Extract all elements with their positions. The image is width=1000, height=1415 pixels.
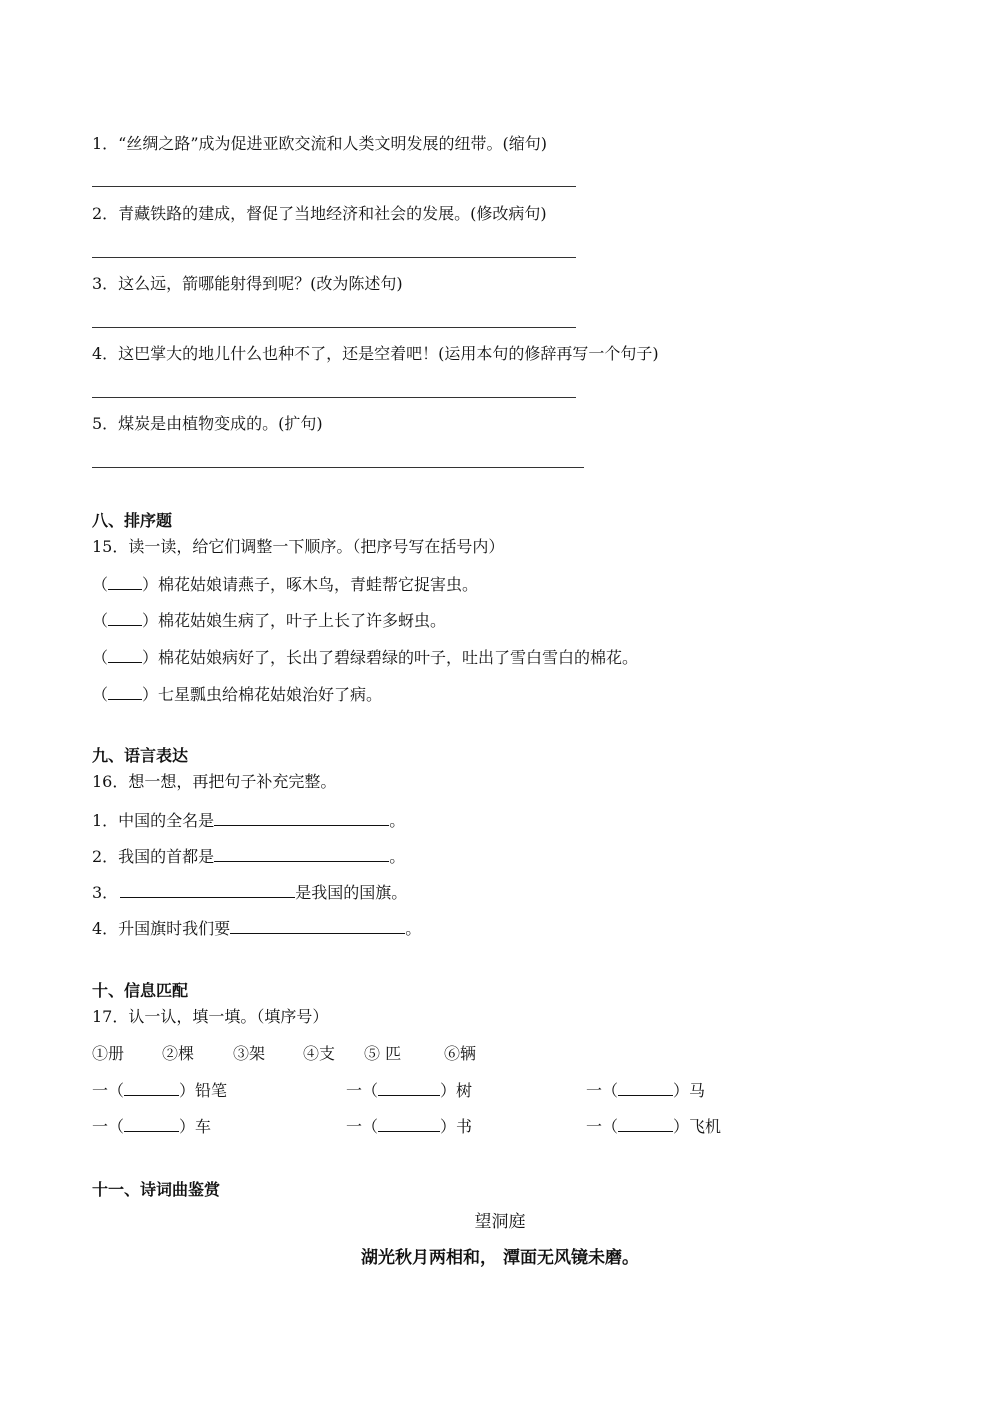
measure-word-option: ②棵 bbox=[162, 1044, 195, 1063]
order-item: （ ）七星瓢虫给棉花姑娘治好了病。 bbox=[92, 685, 383, 704]
order-blank[interactable] bbox=[108, 647, 142, 663]
order-blank[interactable] bbox=[108, 574, 142, 590]
measure-word-option: ①册 bbox=[92, 1044, 125, 1063]
question-17: 17．认一认，填一填。（填序号） bbox=[92, 1007, 329, 1026]
order-item: （ ）棉花姑娘生病了，叶子上长了许多蚜虫。 bbox=[92, 611, 447, 630]
order-blank[interactable] bbox=[108, 610, 142, 626]
fill-blank[interactable] bbox=[120, 882, 295, 898]
match-item: 一（ ）树 bbox=[346, 1081, 473, 1100]
match-blank[interactable] bbox=[618, 1080, 673, 1096]
fill-blank[interactable] bbox=[214, 846, 389, 862]
fill-line-2: 2．我国的首都是 。 bbox=[92, 847, 406, 866]
match-item: 一（ ）铅笔 bbox=[92, 1081, 228, 1100]
answer-line[interactable] bbox=[92, 257, 576, 258]
answer-line[interactable] bbox=[92, 397, 576, 398]
section-title-ordering: 八、排序题 bbox=[92, 511, 173, 530]
rewrite-question-4: 4．这巴掌大的地儿什么也种不了，还是空着吧！(运用本句的修辞再写一个句子) bbox=[92, 344, 659, 363]
question-16: 16．想一想，再把句子补充完整。 bbox=[92, 772, 337, 791]
order-blank[interactable] bbox=[108, 684, 142, 700]
answer-line[interactable] bbox=[92, 327, 576, 328]
fill-blank[interactable] bbox=[230, 918, 405, 934]
match-blank[interactable] bbox=[618, 1116, 673, 1132]
match-item: 一（ ）马 bbox=[586, 1081, 706, 1100]
section-title-expression: 九、语言表达 bbox=[92, 746, 189, 765]
poem-title: 望洞庭 bbox=[474, 1212, 526, 1232]
section-title-poetry: 十一、诗词曲鉴赏 bbox=[92, 1180, 221, 1199]
match-blank[interactable] bbox=[124, 1116, 179, 1132]
poem-line: 湖光秋月两相和， 潭面无风镜未磨。 bbox=[361, 1248, 639, 1268]
order-item: （ ）棉花姑娘病好了，长出了碧绿碧绿的叶子，吐出了雪白雪白的棉花。 bbox=[92, 648, 639, 667]
match-blank[interactable] bbox=[124, 1080, 179, 1096]
match-blank[interactable] bbox=[378, 1116, 440, 1132]
fill-blank[interactable] bbox=[214, 810, 389, 826]
measure-word-option: ④支 bbox=[303, 1044, 336, 1063]
order-item: （ ）棉花姑娘请燕子，啄木鸟，青蛙帮它捉害虫。 bbox=[92, 575, 479, 594]
rewrite-question-3: 3．这么远，箭哪能射得到呢？(改为陈述句) bbox=[92, 274, 403, 293]
fill-line-3: 3． 是我国的国旗。 bbox=[92, 883, 408, 902]
answer-line[interactable] bbox=[92, 467, 584, 468]
answer-line[interactable] bbox=[92, 186, 576, 187]
fill-line-1: 1．中国的全名是 。 bbox=[92, 811, 406, 830]
match-item: 一（ ）飞机 bbox=[586, 1117, 722, 1136]
section-title-matching: 十、信息匹配 bbox=[92, 981, 189, 1000]
question-15: 15．读一读，给它们调整一下顺序。（把序号写在括号内） bbox=[92, 537, 505, 556]
measure-word-option: ③架 bbox=[233, 1044, 266, 1063]
measure-word-option: ⑥辆 bbox=[444, 1044, 477, 1063]
rewrite-question-2: 2．青藏铁路的建成，督促了当地经济和社会的发展。(修改病句) bbox=[92, 204, 547, 223]
match-item: 一（ ）车 bbox=[92, 1117, 212, 1136]
rewrite-question-5: 5．煤炭是由植物变成的。(扩句) bbox=[92, 414, 323, 433]
match-blank[interactable] bbox=[378, 1080, 440, 1096]
match-item: 一（ ）书 bbox=[346, 1117, 473, 1136]
fill-line-4: 4．升国旗时我们要 。 bbox=[92, 919, 422, 938]
measure-word-option: ⑤ 匹 bbox=[364, 1044, 402, 1063]
rewrite-question-1: 1．“丝绸之路”成为促进亚欧交流和人类文明发展的纽带。(缩句) bbox=[92, 134, 548, 153]
